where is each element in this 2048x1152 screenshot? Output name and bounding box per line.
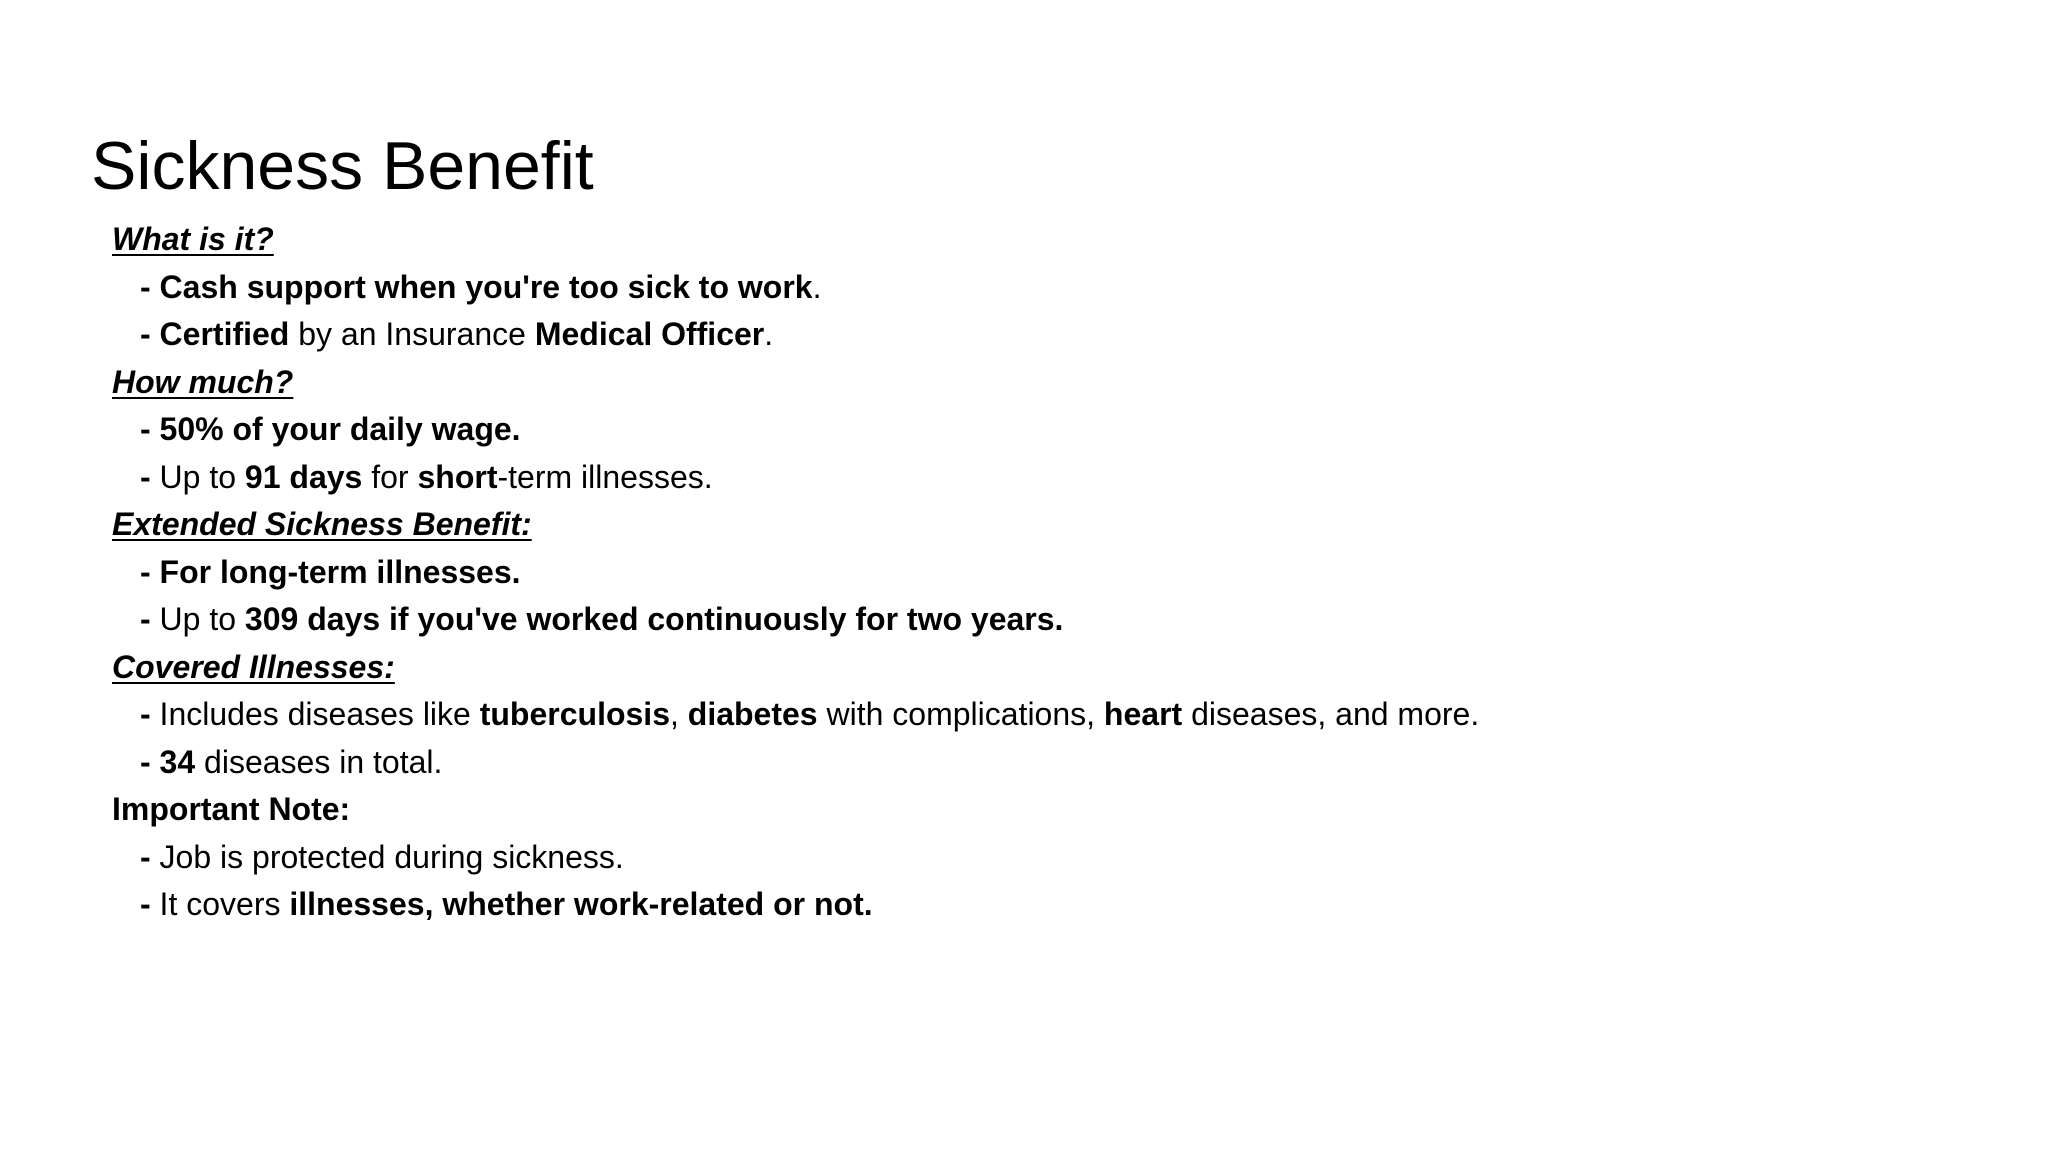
bullet-text-run: diseases in total. xyxy=(195,743,443,780)
bullet-text-run: tuberculosis xyxy=(479,696,670,732)
bullet-text-run: short xyxy=(417,458,498,495)
bullet-text-run: - xyxy=(140,411,160,447)
bullet-item xyxy=(112,311,1479,359)
bullet-item xyxy=(112,264,1479,312)
bullet-text-run: - xyxy=(140,601,160,637)
bullet-item xyxy=(112,454,1479,502)
section-heading-text: How much? xyxy=(112,363,294,400)
bullet-text-run: heart xyxy=(1103,696,1183,732)
bullet-text-run: - xyxy=(140,838,160,875)
slide-body xyxy=(112,216,1479,929)
bullet-item xyxy=(112,691,1479,739)
bullet-text-run: , xyxy=(669,696,688,732)
bullet-text-run: - xyxy=(140,886,160,922)
bullet-text-run: . xyxy=(764,316,774,352)
bullet-text-run: with complications, xyxy=(817,696,1104,732)
bullet-text-run: Certified xyxy=(159,316,290,352)
bullet-text-run: diabetes xyxy=(687,696,818,732)
bullet-text-run: Cash support when you're too sick to work xyxy=(159,268,813,305)
section-heading xyxy=(112,644,1479,692)
bullet-text-run: - xyxy=(140,696,160,732)
bullet-text-run: for xyxy=(362,458,418,495)
bullet-text-run: . xyxy=(812,268,822,305)
bullet-text-run: Job is protected during sickness. xyxy=(159,838,624,875)
bullet-text-run: 309 days if you've worked continuously for two years. xyxy=(244,601,1064,637)
bullet-text-run: Up to xyxy=(159,458,245,495)
bullet-text-run: - xyxy=(140,458,160,495)
bullet-item xyxy=(112,834,1479,882)
section-heading xyxy=(112,501,1479,549)
bullet-text-run: Medical Officer xyxy=(534,316,765,352)
bullet-text-run: by an Insurance xyxy=(289,316,535,352)
section-heading xyxy=(112,216,1479,264)
bullet-item xyxy=(112,549,1479,597)
section-heading-text: Extended Sickness Benefit: xyxy=(112,506,532,542)
bullet-text-run: illnesses, whether work-related or not. xyxy=(289,886,873,922)
bullet-text-run: diseases, and more. xyxy=(1182,696,1480,732)
bullet-text-run: For long-term illnesses. xyxy=(159,553,521,590)
bullet-text-run: - xyxy=(140,316,160,352)
slide-title: Sickness Benefit xyxy=(91,128,594,204)
bullet-text-run: Includes diseases like xyxy=(159,696,480,732)
section-heading-text: Covered Illnesses: xyxy=(112,648,395,685)
section-heading-text: What is it? xyxy=(112,221,274,257)
section-heading xyxy=(112,786,1479,834)
bullet-text-run: - xyxy=(140,743,160,780)
bullet-item xyxy=(112,596,1479,644)
bullet-text-run: - xyxy=(140,268,160,305)
bullet-text-run: 34 xyxy=(159,743,196,780)
section-heading xyxy=(112,359,1479,407)
bullet-text-run: Up to xyxy=(159,601,245,637)
section-heading-text: Important Note: xyxy=(112,791,351,827)
bullet-text-run: 91 days xyxy=(244,458,363,495)
bullet-text-run: -term illnesses. xyxy=(497,458,713,495)
bullet-item xyxy=(112,881,1479,929)
bullet-text-run: It covers xyxy=(159,886,290,922)
bullet-text-run: - xyxy=(140,553,160,590)
bullet-item xyxy=(112,739,1479,787)
bullet-text-run: 50% of your daily wage. xyxy=(159,411,521,447)
bullet-item xyxy=(112,406,1479,454)
